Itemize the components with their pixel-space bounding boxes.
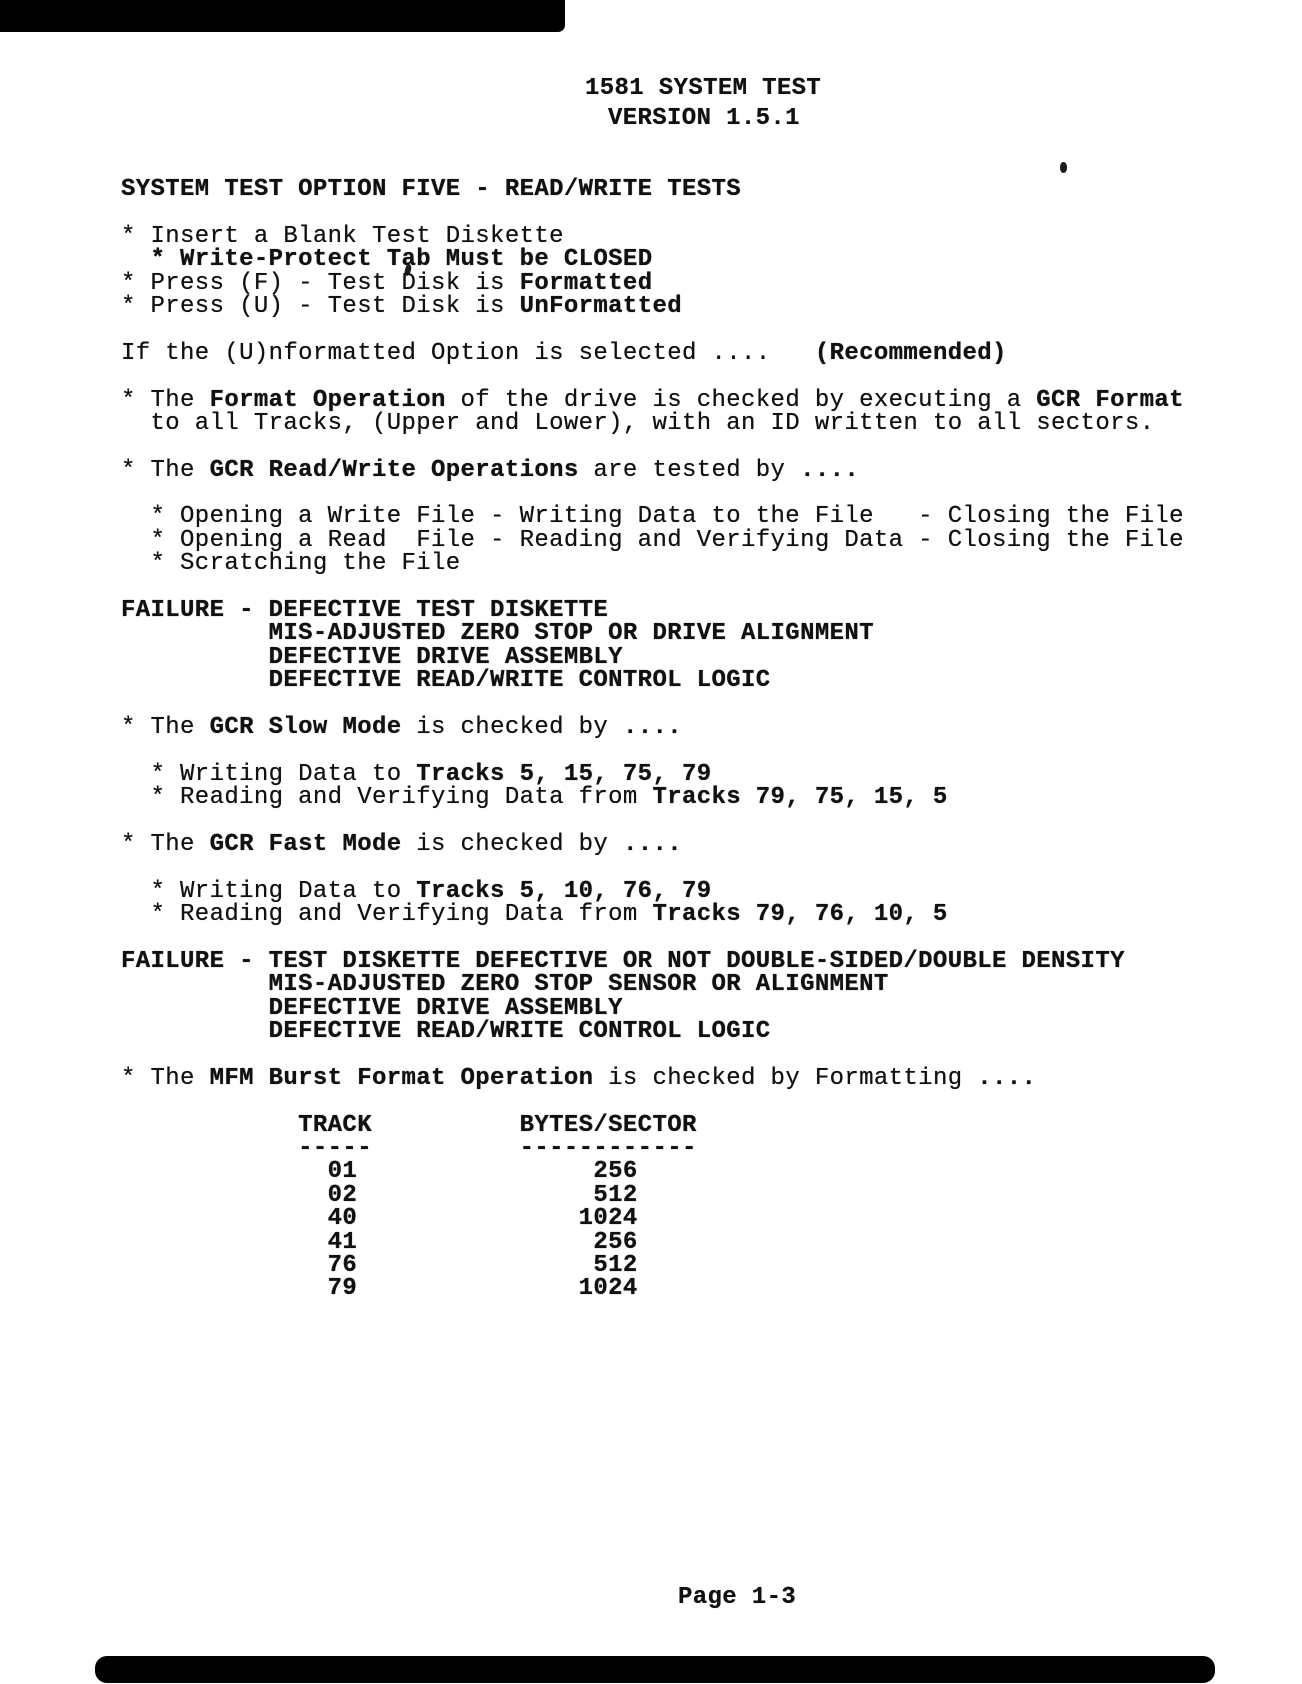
doc-text: of the drive is checked by executing a [445, 386, 1037, 414]
doc-line [0, 409, 1302, 437]
doc-text: * Reading and Verifying Data from [121, 784, 653, 812]
doc-text-bold: FAILURE - DEFECTIVE TEST DISKETTE [121, 597, 609, 625]
doc-text-bold: Formatted [519, 269, 653, 297]
doc-text-bold: ----- ------------ [121, 1135, 697, 1163]
doc-text: * The [121, 456, 210, 484]
table-row [0, 1181, 1302, 1209]
blank-line [0, 201, 1302, 224]
document-body [0, 178, 1302, 1301]
doc-text-bold: Format Operation [209, 386, 446, 414]
doc-text: * Writing Data to [121, 760, 417, 788]
doc-text-bold: 40 1024 [121, 1205, 638, 1233]
doc-text: * Scratching the File [121, 550, 461, 578]
doc-text: * The [121, 830, 210, 858]
doc-line [0, 526, 1302, 554]
doc-text: * The [121, 386, 210, 414]
doc-text-bold: 01 256 [121, 1158, 638, 1186]
doc-text: * Reading and Verifying Data from [121, 901, 653, 929]
doc-text: If the (U)nformatted Option is selected .... [121, 339, 815, 367]
table-row [0, 1275, 1302, 1303]
doc-line [0, 222, 1302, 250]
doc-text-bold: MFM Burst Format Operation [209, 1064, 594, 1092]
blank-line [0, 318, 1302, 341]
doc-text: are tested by [578, 456, 801, 484]
doc-text-bold: * Write-Protect Tab Must be CLOSED [150, 246, 653, 274]
doc-line [0, 620, 1302, 648]
table-row [0, 1228, 1302, 1256]
doc-text-bold: DEFECTIVE READ/WRITE CONTROL LOGIC [121, 1018, 771, 1046]
doc-line [0, 246, 1302, 274]
doc-text: * Press (U) - Test Disk is [121, 292, 520, 320]
doc-text-bold: 76 512 [121, 1251, 638, 1279]
page-number: Page 1-3 [678, 1584, 797, 1611]
doc-text-bold: TRACK BYTES/SECTOR [121, 1111, 697, 1139]
blank-line [0, 576, 1302, 599]
doc-line [0, 971, 1302, 999]
table-row [0, 1251, 1302, 1279]
doc-text-bold: Tracks 79, 76, 10, 5 [652, 901, 948, 929]
doc-line [0, 597, 1302, 625]
doc-line [0, 456, 1302, 484]
doc-text-bold: GCR Fast Mode [209, 830, 402, 858]
doc-text-bold: Tracks 5, 15, 75, 79 [416, 760, 712, 788]
ink-speck [1060, 162, 1067, 173]
doc-text-bold: GCR Slow Mode [209, 713, 402, 741]
doc-line [0, 386, 1302, 414]
scan-artifact-top-bar [0, 0, 565, 32]
doc-text-bold: .... [977, 1064, 1037, 1092]
blank-line [0, 693, 1302, 716]
doc-line [0, 339, 1302, 367]
doc-line [0, 901, 1302, 929]
doc-text: * Opening a Read File - Reading and Verifying Data - Closing the File [121, 526, 1184, 554]
doc-text-bold: Tracks 5, 10, 76, 79 [416, 877, 712, 905]
doc-line [0, 178, 1302, 201]
doc-text: * The [121, 713, 210, 741]
doc-text-bold: (Recommended) [814, 339, 1007, 367]
doc-line [0, 713, 1302, 741]
doc-text-bold: .... [622, 713, 682, 741]
doc-line [0, 830, 1302, 858]
doc-text-bold: 02 512 [121, 1181, 638, 1209]
doc-text-bold: Tracks 79, 75, 15, 5 [652, 784, 948, 812]
doc-text: * The [121, 1064, 210, 1092]
doc-text: is checked by [401, 830, 623, 858]
doc-text: is checked by Formatting [593, 1064, 978, 1092]
doc-line [0, 760, 1302, 788]
doc-text-bold: GCR Read/Write Operations [209, 456, 579, 484]
doc-text-bold: DEFECTIVE DRIVE ASSEMBLY [121, 643, 623, 671]
doc-text: is checked by [401, 713, 623, 741]
doc-text-bold: MIS-ADJUSTED ZERO STOP OR DRIVE ALIGNMENT [121, 620, 874, 648]
doc-line [0, 1018, 1302, 1046]
blank-line [0, 856, 1302, 879]
doc-line [0, 1064, 1302, 1092]
doc-text-bold: SYSTEM TEST OPTION FIVE - READ/WRITE TESTS [121, 176, 742, 203]
doc-line [0, 784, 1302, 812]
blank-line [0, 482, 1302, 505]
blank-line [0, 739, 1302, 762]
doc-text-bold: MIS-ADJUSTED ZERO STOP SENSOR OR ALIGNMENT [121, 971, 889, 999]
doc-text-bold: 79 1024 [121, 1275, 638, 1303]
doc-text-bold: GCR Format [1036, 386, 1184, 414]
doc-text: * Writing Data to [121, 877, 417, 905]
doc-text-bold: .... [800, 456, 860, 484]
doc-text-bold: UnFormatted [519, 292, 682, 320]
blank-line [0, 1043, 1302, 1066]
doc-text: * Insert a Blank Test Diskette [121, 222, 564, 250]
table-row [0, 1158, 1302, 1186]
blank-line [0, 927, 1302, 950]
blank-line [0, 1090, 1302, 1113]
doc-line [0, 269, 1302, 297]
doc-line [0, 550, 1302, 578]
doc-line [0, 877, 1302, 905]
doc-text-bold: DEFECTIVE DRIVE ASSEMBLY [121, 994, 623, 1022]
doc-text: * Opening a Write File - Writing Data to the File - Closing the File [121, 503, 1184, 531]
scan-artifact-bottom-bar [95, 1656, 1215, 1683]
doc-text-bold: FAILURE - TEST DISKETTE DEFECTIVE OR NOT DOUBLE-SIDED/DOUBLE DENSITY [121, 947, 1125, 975]
doc-text-bold: DEFECTIVE READ/WRITE CONTROL LOGIC [121, 667, 771, 695]
doc-text: to all Tracks, (Upper and Lower), with an ID written to all sectors. [121, 409, 1155, 437]
table-row [0, 1205, 1302, 1233]
doc-line [0, 643, 1302, 671]
blank-line [0, 365, 1302, 388]
blank-line [0, 435, 1302, 458]
doc-title-line-2: VERSION 1.5.1 [608, 105, 800, 132]
blank-line [0, 810, 1302, 833]
doc-text-bold: 41 256 [121, 1228, 638, 1256]
doc-line [0, 667, 1302, 695]
doc-text: * Press (F) - Test Disk is [121, 269, 520, 297]
doc-line [0, 503, 1302, 531]
table-header-line [0, 1111, 1302, 1139]
doc-title-line-1: 1581 SYSTEM TEST [585, 75, 822, 102]
doc-line [0, 292, 1302, 320]
doc-line [0, 947, 1302, 975]
doc-text-bold: .... [622, 830, 682, 858]
table-underline-line [0, 1135, 1302, 1163]
doc-line [0, 994, 1302, 1022]
